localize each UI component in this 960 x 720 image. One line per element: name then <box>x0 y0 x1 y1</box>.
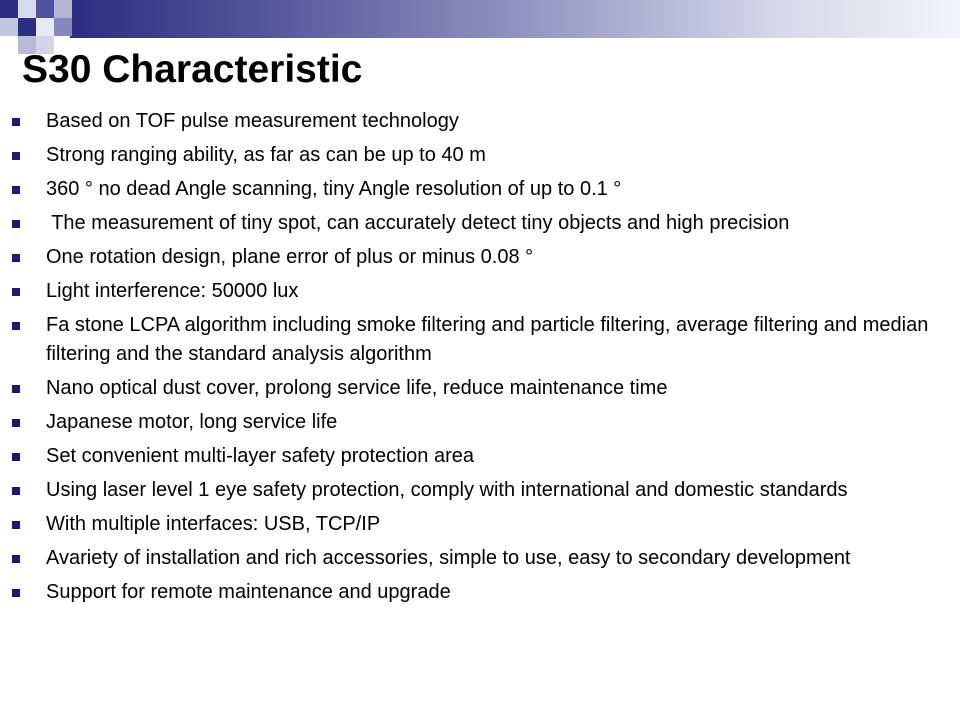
square-bullet-icon <box>12 254 20 262</box>
deco-square <box>0 0 18 18</box>
list-item-text: Strong ranging ability, as far as can be up to 40 m <box>46 144 486 166</box>
list-item-text: Avariety of installation and rich accessories, simple to use, easy to secondary development <box>46 547 851 569</box>
list-item-text: With multiple interfaces: USB, TCP/IP <box>46 513 381 535</box>
square-bullet-icon <box>12 589 20 597</box>
header-gradient-bar <box>70 0 960 38</box>
list-item <box>0 510 960 539</box>
list-item-text: The measurement of tiny spot, can accurately detect tiny objects and high precision <box>46 212 790 234</box>
list-item <box>0 243 960 272</box>
square-bullet-icon <box>12 288 20 296</box>
list-item <box>0 107 960 136</box>
deco-square <box>54 18 72 36</box>
list-item-text: Nano optical dust cover, prolong service life, reduce maintenance time <box>46 377 668 399</box>
list-item-text: Fa stone LCPA algorithm including smoke filtering and particle filtering, average filtering and median filtering and the standard analysis algorithm <box>46 314 929 365</box>
deco-square <box>18 0 36 18</box>
deco-square <box>36 18 54 36</box>
deco-square <box>18 18 36 36</box>
square-bullet-icon <box>12 186 20 194</box>
slide-title: S30 Characteristic <box>22 48 363 91</box>
deco-square <box>36 0 54 18</box>
square-bullet-icon <box>12 322 20 330</box>
list-item-text: One rotation design, plane error of plus or minus 0.08 ° <box>46 246 534 268</box>
list-item <box>0 374 960 403</box>
square-bullet-icon <box>12 419 20 427</box>
square-bullet-icon <box>12 152 20 160</box>
list-item-text: Japanese motor, long service life <box>46 411 338 433</box>
list-item <box>0 476 960 505</box>
list-item <box>0 578 960 607</box>
square-bullet-icon <box>12 220 20 228</box>
list-item-text: Using laser level 1 eye safety protection, comply with international and domestic standards <box>46 479 848 501</box>
square-bullet-icon <box>12 521 20 529</box>
list-item <box>0 277 960 306</box>
list-item-text: 360 ° no dead Angle scanning, tiny Angle resolution of up to 0.1 ° <box>46 178 622 200</box>
list-item-text: Based on TOF pulse measurement technology <box>46 110 459 132</box>
list-item-text: Set convenient multi-layer safety protection area <box>46 445 474 467</box>
deco-square <box>0 18 18 36</box>
list-item <box>0 544 960 573</box>
square-bullet-icon <box>12 487 20 495</box>
list-item <box>0 311 960 369</box>
list-item-text: Light interference: 50000 lux <box>46 280 299 302</box>
square-bullet-icon <box>12 453 20 461</box>
bullet-list <box>0 107 960 612</box>
list-item <box>0 209 960 238</box>
list-item <box>0 408 960 437</box>
list-item <box>0 442 960 471</box>
square-bullet-icon <box>12 385 20 393</box>
square-bullet-icon <box>12 555 20 563</box>
list-item <box>0 175 960 204</box>
list-item-text: Support for remote maintenance and upgrade <box>46 581 451 603</box>
square-bullet-icon <box>12 118 20 126</box>
list-item <box>0 141 960 170</box>
deco-square <box>54 0 72 18</box>
